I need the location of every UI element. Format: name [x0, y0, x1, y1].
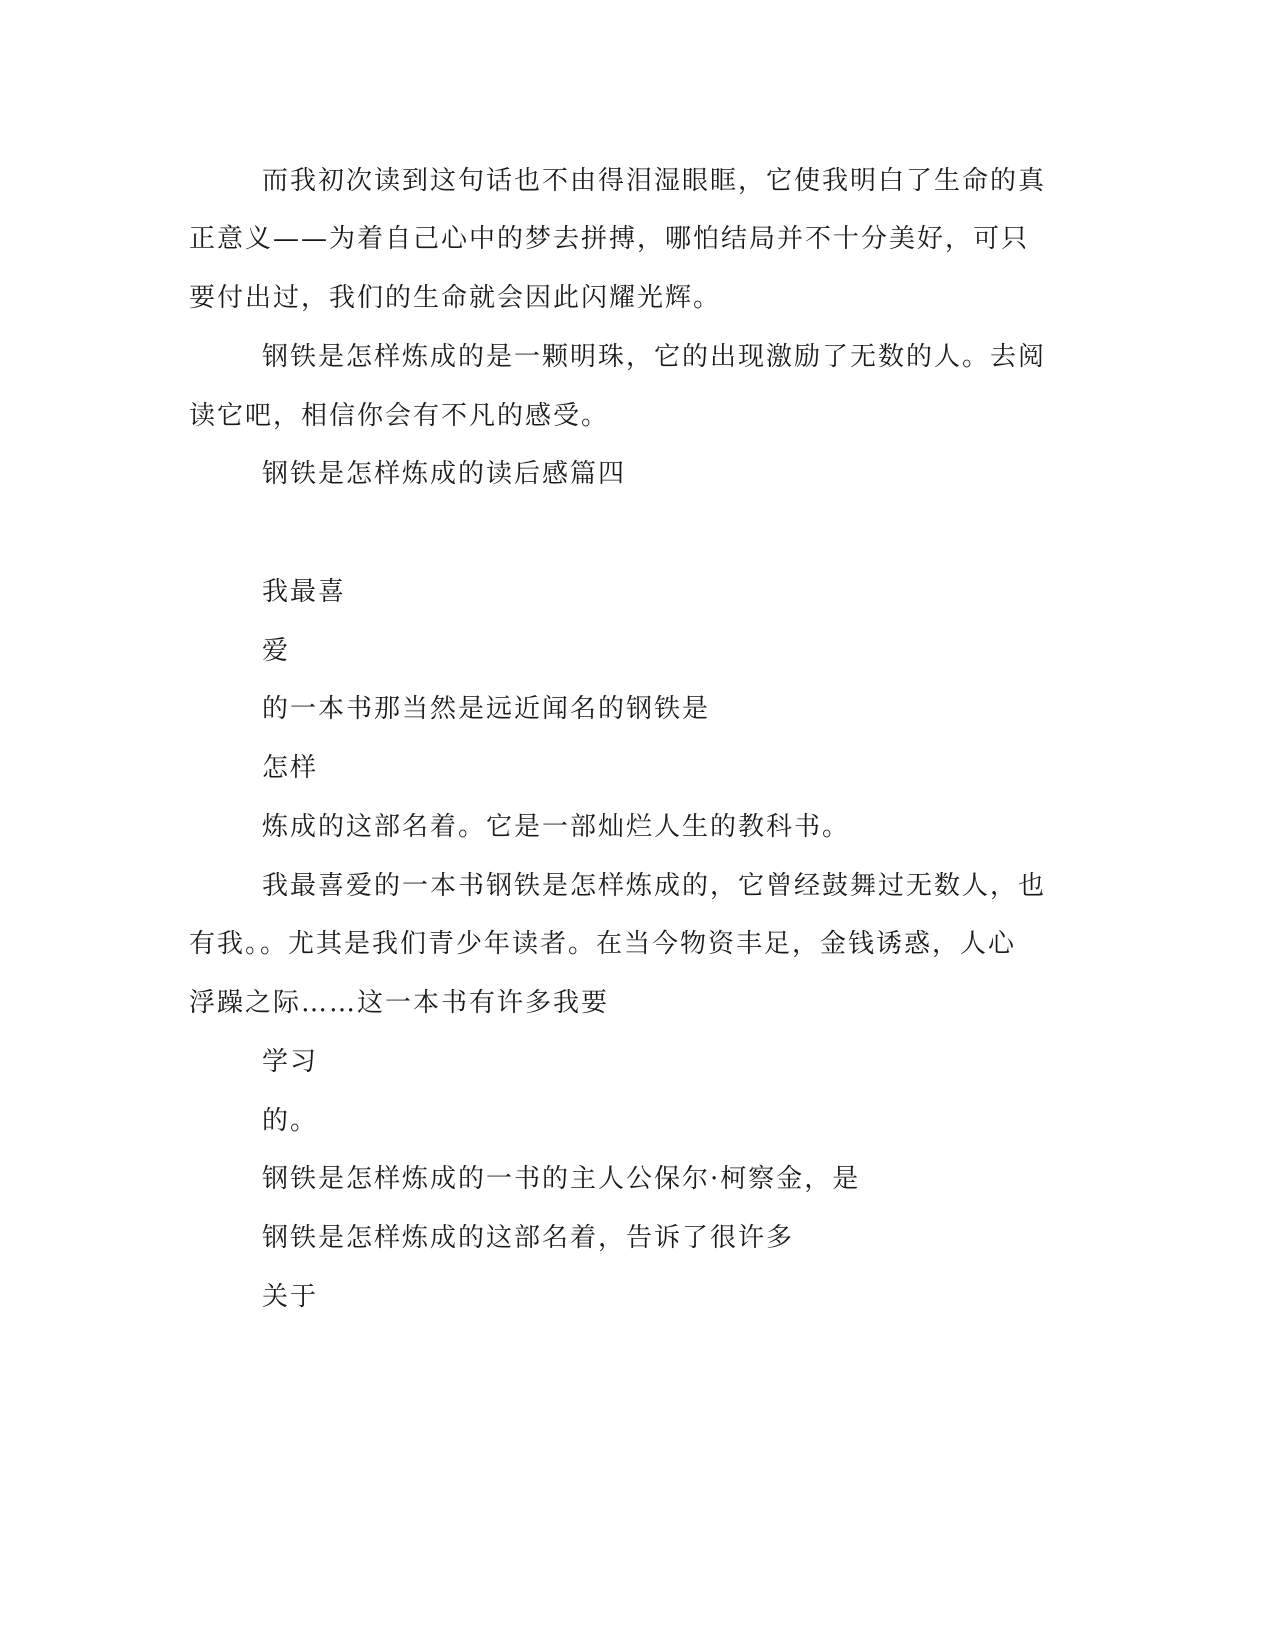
text-line: 的。	[262, 1106, 319, 1136]
text-line: 读它吧，相信你会有不凡的感受。	[189, 401, 610, 431]
text-line: 爱	[262, 636, 291, 666]
text-line: 关于	[262, 1282, 319, 1312]
text-line: 钢铁是怎样炼成的一书的主人公保尔·柯察金，是	[262, 1164, 861, 1194]
text-line: 有我。。尤其是我们青少年读者。在当今物资丰足，金钱诱惑，人心	[189, 929, 1017, 959]
text-line: 我最喜爱的一本书钢铁是怎样炼成的，它曾经鼓舞过无数人，也	[262, 871, 1047, 901]
text-line: 学习	[262, 1047, 319, 1077]
text-line: 怎样	[262, 753, 319, 783]
text-line: 浮躁之际……这一本书有许多我要	[189, 988, 610, 1018]
text-line: 的一本书那当然是远近闻名的钢铁是	[262, 694, 711, 724]
text-line: 要付出过，我们的生命就会因此闪耀光辉。	[189, 283, 722, 313]
section-heading: 钢铁是怎样炼成的读后感篇四	[262, 459, 627, 489]
text-line: 正意义——为着自己心中的梦去拼搏，哪怕结局并不十分美好，可只	[189, 224, 1030, 254]
text-line: 炼成的这部名着。它是一部灿烂人生的教科书。	[262, 812, 851, 842]
text-line: 我最喜	[262, 577, 347, 607]
text-line: 钢铁是怎样炼成的是一颗明珠，它的出现激励了无数的人。去阅	[262, 342, 1047, 372]
text-line: 钢铁是怎样炼成的这部名着，告诉了很许多	[262, 1223, 795, 1253]
text-line: 而我初次读到这句话也不由得泪湿眼眶，它使我明白了生命的真	[262, 166, 1047, 196]
